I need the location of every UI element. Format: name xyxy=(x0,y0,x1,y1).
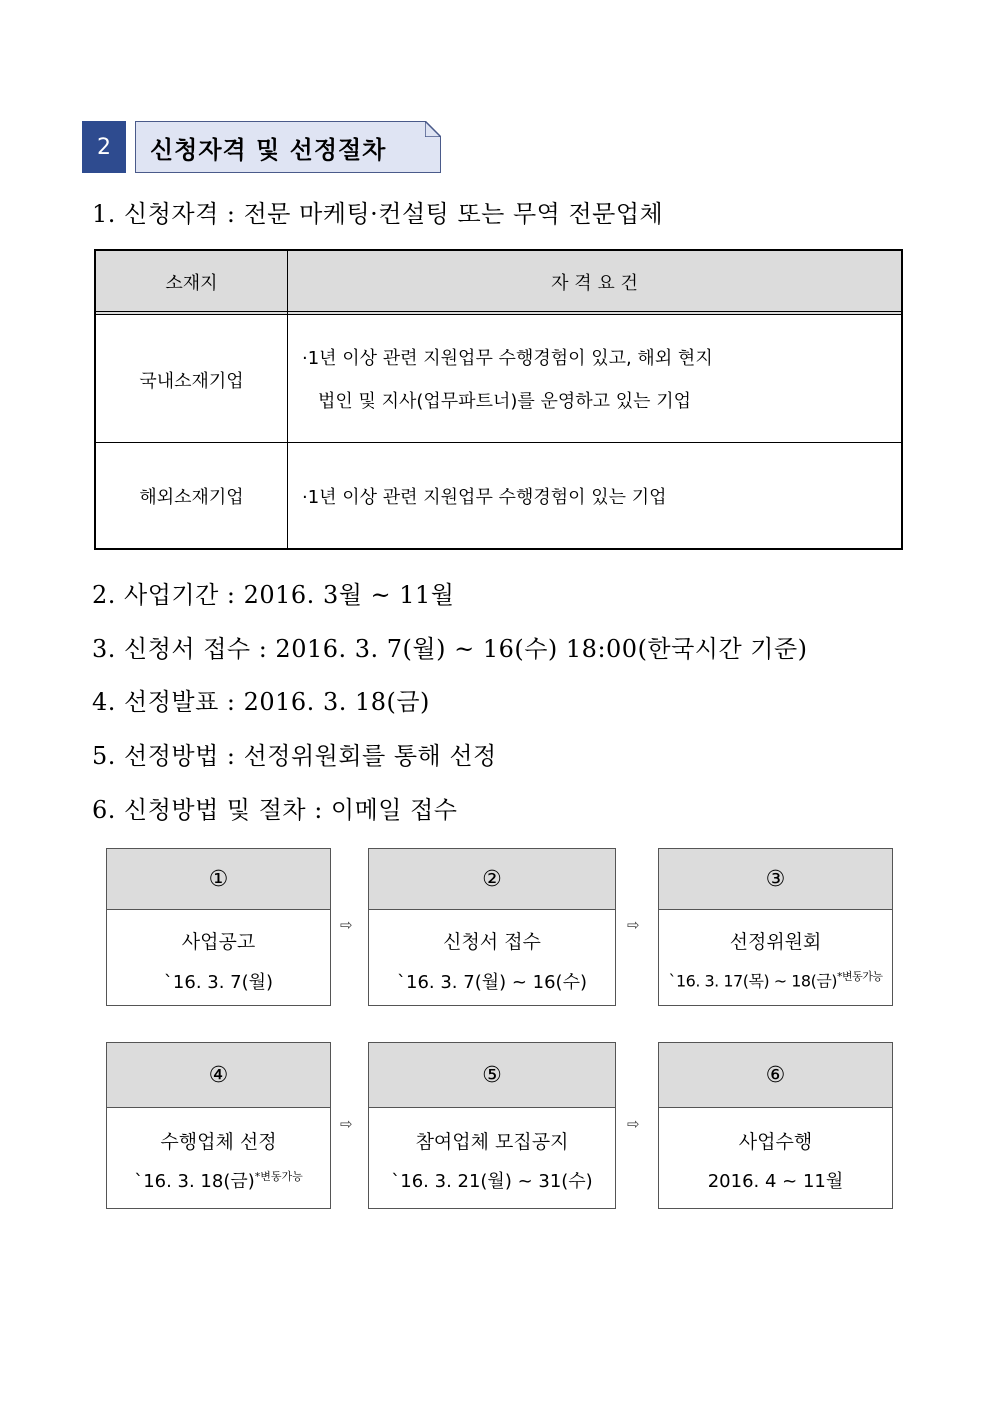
row-requirement-domestic-line1: ·1년 이상 관련 지원업무 수행경험이 있고, 해외 현지 xyxy=(302,348,713,369)
item-application-method: 6. 신청방법 및 절차 : 이메일 접수 xyxy=(92,796,458,824)
process-step xyxy=(658,848,893,1006)
process-step xyxy=(658,1042,893,1209)
row-requirement-domestic-line2: 법인 및 지사(업무파트너)를 운영하고 있는 기업 xyxy=(318,391,692,412)
step-title: 참여업체 모집공지 xyxy=(415,1131,569,1153)
row-location-domestic: 국내소재기업 xyxy=(139,370,244,392)
item-period: 2. 사업기간 : 2016. 3월 ~ 11월 xyxy=(92,581,455,609)
step-date: `16. 3. 7(월) ~ 16(수) xyxy=(397,972,587,993)
step-title: 수행업체 선정 xyxy=(160,1131,277,1153)
header-requirements: 자 격 요 건 xyxy=(551,273,638,294)
step-title: 신청서 접수 xyxy=(443,931,541,953)
step-date: `16. 3. 7(월) xyxy=(163,972,274,993)
step-number: ① xyxy=(107,849,330,910)
step-date: `16. 3. 21(월) ~ 31(수) xyxy=(391,1171,593,1192)
process-step xyxy=(368,1042,616,1209)
step-number: ③ xyxy=(659,849,892,910)
process-step xyxy=(368,848,616,1006)
section-number: 2 xyxy=(82,121,126,173)
step-date: `16. 3. 18(금) xyxy=(134,1171,255,1192)
process-step xyxy=(106,1042,331,1209)
row-location-overseas: 해외소재기업 xyxy=(139,486,244,508)
row-requirement-overseas: ·1년 이상 관련 지원업무 수행경험이 있는 기업 xyxy=(302,487,667,508)
step-number: ② xyxy=(369,849,615,910)
arrow-right-icon: ⇨ xyxy=(627,916,640,934)
item-qualification: 1. 신청자격 : 전문 마케팅·컨설팅 또는 무역 전문업체 xyxy=(92,200,664,228)
process-step xyxy=(106,848,331,1006)
step-date-wrap xyxy=(107,1167,330,1193)
qualification-table xyxy=(94,249,903,550)
step-title: 선정위원회 xyxy=(729,931,822,953)
header-location: 소재지 xyxy=(165,273,218,294)
arrow-right-icon: ⇨ xyxy=(340,916,353,934)
section-title: 신청자격 및 선정절차 xyxy=(135,121,441,173)
step-date: 2016. 4 ~ 11월 xyxy=(707,1171,844,1192)
item-announcement: 4. 선정발표 : 2016. 3. 18(금) xyxy=(92,688,430,716)
step-number: ④ xyxy=(107,1043,330,1108)
folded-corner-icon xyxy=(425,121,441,137)
arrow-right-icon: ⇨ xyxy=(340,1115,353,1133)
step-title: 사업공고 xyxy=(181,931,256,953)
step-number: ⑥ xyxy=(659,1043,892,1108)
step-number: ⑤ xyxy=(369,1043,615,1108)
step-date: `16. 3. 17(목) ~ 18(금) xyxy=(668,971,838,991)
arrow-right-icon: ⇨ xyxy=(627,1115,640,1133)
step-date-wrap xyxy=(659,968,892,991)
step-title: 사업수행 xyxy=(738,1131,813,1153)
item-selection-method: 5. 선정방법 : 선정위원회를 통해 선정 xyxy=(92,742,497,770)
step-note: *변동가능 xyxy=(837,970,883,983)
item-receipt: 3. 신청서 접수 : 2016. 3. 7(월) ~ 16(수) 18:00(한국시간 기준) xyxy=(92,635,808,663)
step-note: *변동가능 xyxy=(254,1170,303,1183)
